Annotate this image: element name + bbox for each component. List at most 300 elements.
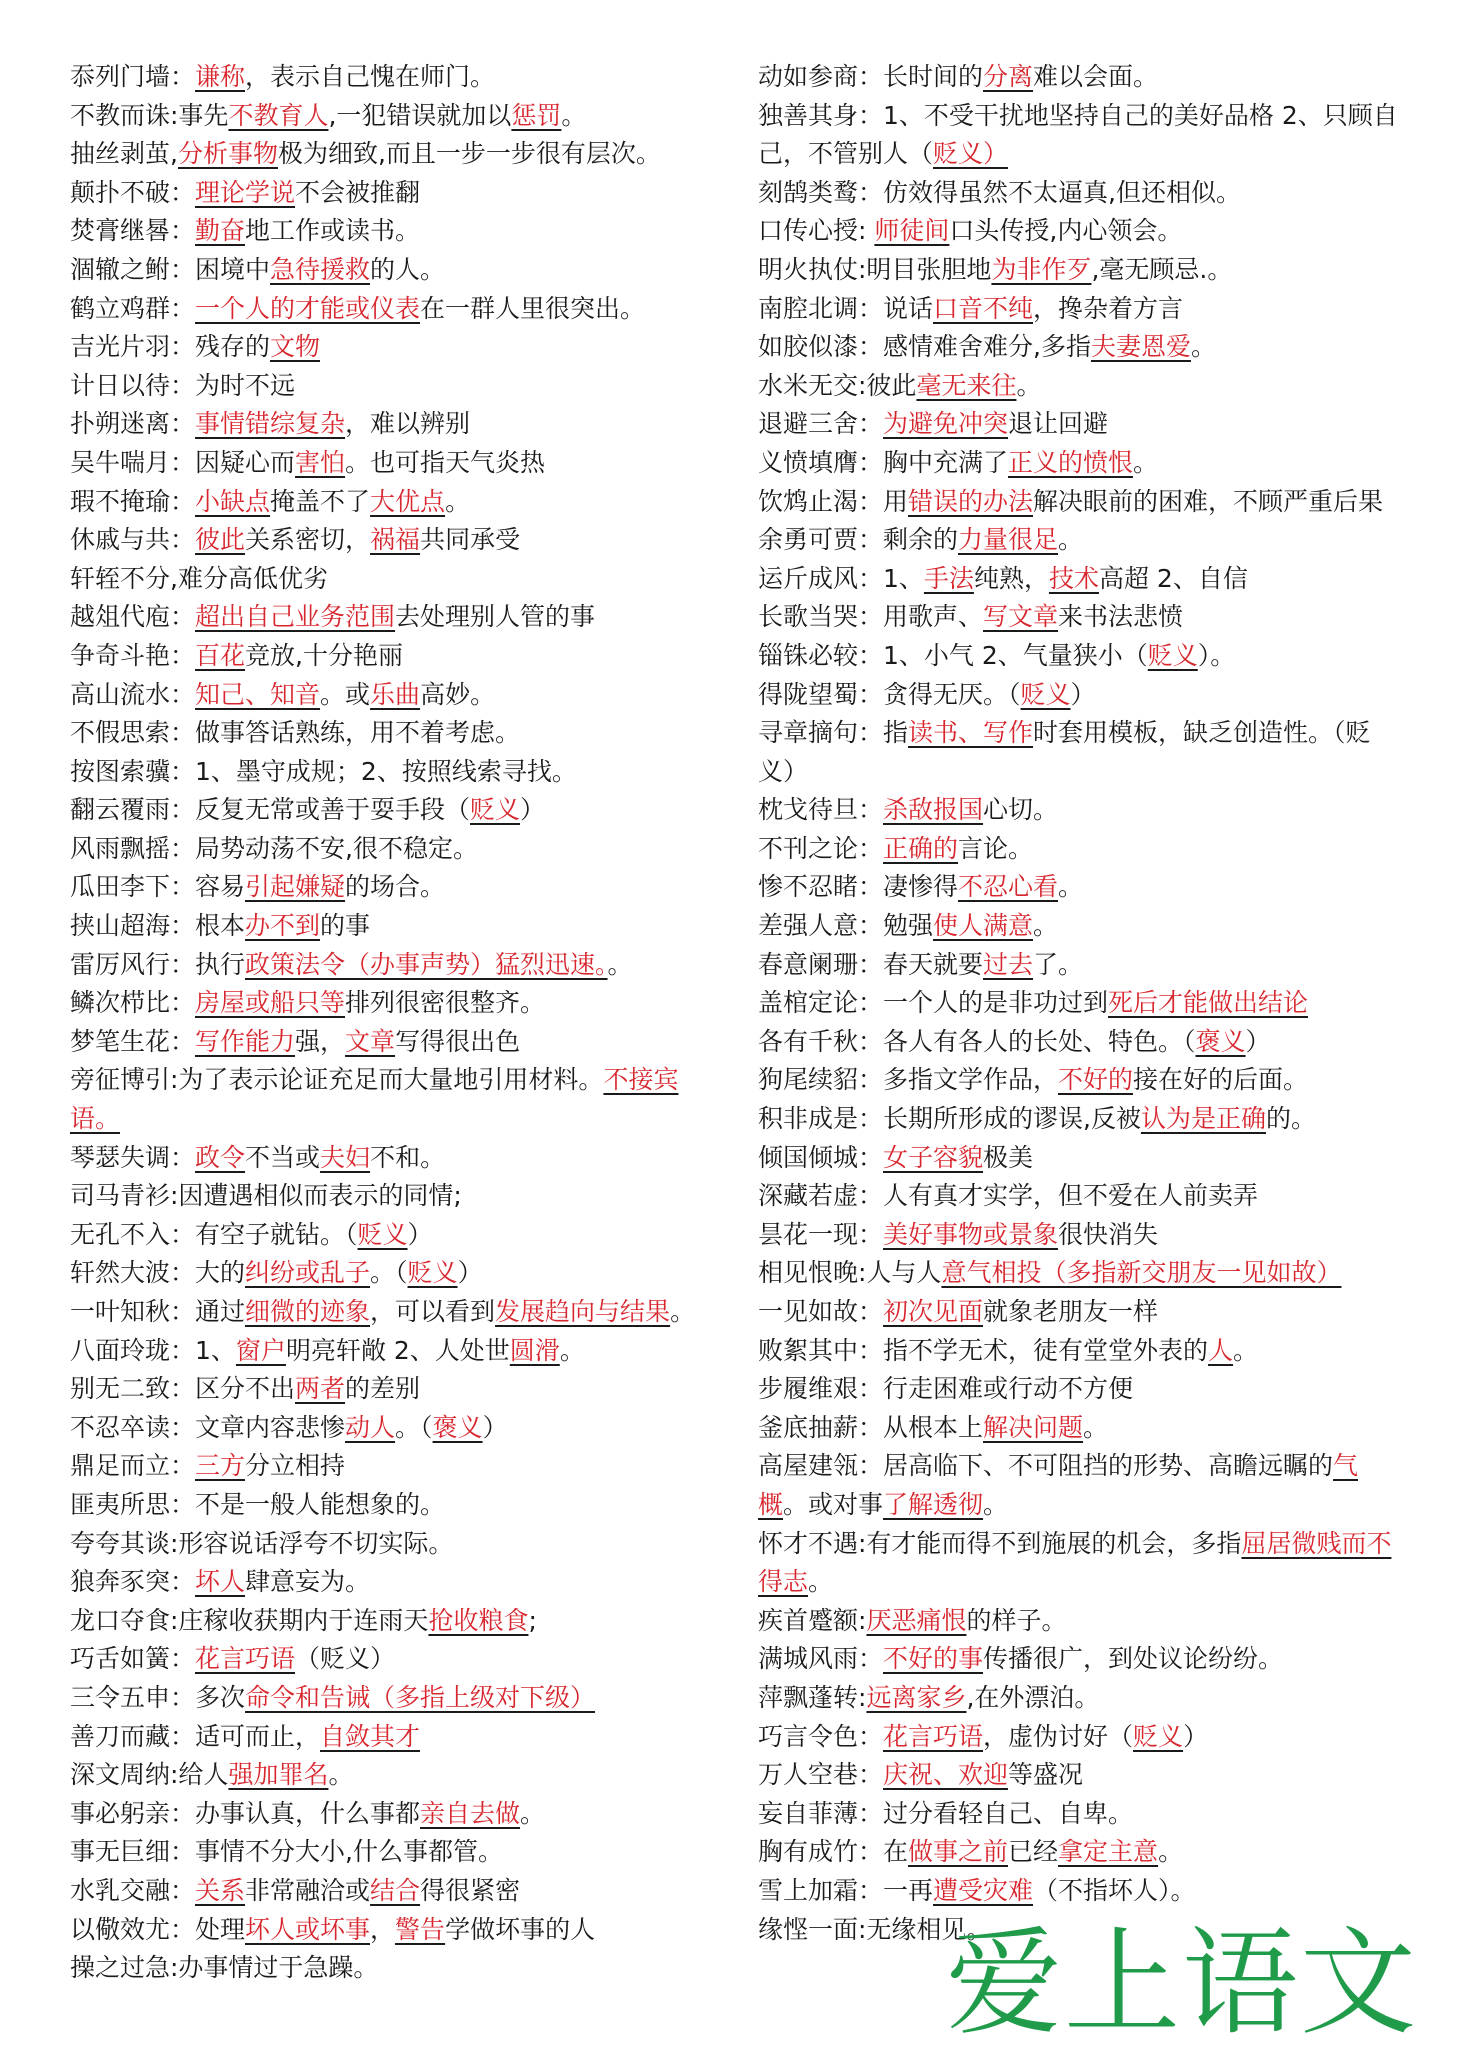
highlighted-keyword: 抢收粮食 (428, 1605, 529, 1635)
idiom-entry (758, 212, 1398, 251)
highlighted-keyword: 远离家乡 (866, 1682, 967, 1712)
entry-text: 倾国倾城： (758, 1142, 884, 1172)
idiom-entry (70, 868, 720, 907)
entry-text: ，虚伪讨好（ (983, 1721, 1134, 1751)
entry-text: 刻鹄类鹜：仿效得虽然不太逼真,但还相似。 (758, 177, 1241, 207)
right-column (758, 58, 1398, 1949)
entry-text: 心切。 (983, 795, 1059, 825)
idiom-entry (70, 1640, 720, 1679)
entry-text: 昙花一现： (758, 1219, 884, 1249)
idiom-entry (70, 58, 720, 97)
highlighted-keyword: 分析事物 (177, 139, 278, 169)
highlighted-keyword: 知己、知音 (195, 679, 321, 709)
idiom-entry (758, 907, 1398, 946)
entry-text: ） (482, 1412, 508, 1442)
highlighted-keyword: 不教育人 (228, 100, 329, 130)
entry-text: 。 (1083, 1412, 1109, 1442)
entry-text: 轩轾不分,难分高低优劣 (70, 563, 328, 593)
highlighted-keyword: 美好事物或景象 (883, 1219, 1059, 1249)
entry-text: 一见如故： (758, 1297, 884, 1326)
highlighted-keyword: 了解透彻 (883, 1489, 984, 1519)
highlighted-keyword: 百花 (195, 640, 246, 670)
highlighted-keyword: 技术 (1048, 563, 1099, 593)
entry-text: 。 (1233, 1335, 1259, 1365)
entry-text: 各有千秋：各人有各人的长处、特色。（ (758, 1026, 1196, 1056)
idiom-entry (70, 174, 720, 213)
highlighted-keyword: 正义的愤恨 (1008, 447, 1134, 477)
idiom-entry (70, 676, 720, 715)
idiom-entry (70, 1679, 720, 1718)
entry-text: 不当或 (245, 1142, 321, 1172)
idiom-entry (758, 560, 1398, 599)
idiom-entry (758, 521, 1398, 560)
entry-text: 惨不忍睹：凄惨得 (758, 872, 959, 902)
highlighted-keyword: 杀敌报国 (883, 795, 984, 825)
entry-text: 。或对事 (783, 1489, 884, 1519)
highlighted-keyword: 贬义 (1147, 640, 1198, 670)
entry-text: 扑朔迷离： (70, 409, 196, 439)
entry-text: ,一犯错误就加以 (328, 100, 512, 130)
entry-text: 饮鸩止渴：用 (758, 486, 909, 516)
highlighted-keyword: 褒义 (432, 1412, 483, 1442)
entry-text: 南腔北调：说话 (758, 293, 934, 323)
entry-text: 梦笔生花： (70, 1026, 196, 1056)
idiom-entry (758, 1872, 1398, 1911)
entry-text: 鳞次栉比： (70, 988, 196, 1018)
idiom-entry (758, 405, 1398, 444)
idiom-entry (70, 367, 720, 406)
entry-text: 不忍卒读：文章内容悲惨 (70, 1412, 346, 1442)
idiom-entry (70, 753, 720, 792)
idiom-entry (758, 1795, 1398, 1834)
entry-text: 。 (1016, 370, 1042, 400)
highlighted-keyword: 为非作歹 (991, 254, 1092, 284)
idiom-entry (758, 1718, 1398, 1757)
entry-text: 。 (520, 1798, 546, 1828)
idiom-entry (70, 984, 720, 1023)
highlighted-keyword: 屈居微贱而不得志 (758, 1528, 1392, 1597)
entry-text: 退让回避 (1008, 409, 1109, 439)
highlighted-keyword: 祸福 (370, 525, 421, 555)
entry-text: 接在好的后面。 (1133, 1065, 1309, 1095)
entry-text: 。或 (320, 679, 371, 709)
idiom-entry (758, 1216, 1398, 1255)
entry-text: 极为细致,而且一步一步很有层次。 (277, 139, 661, 169)
entry-text: 轩然大波：大的 (70, 1258, 246, 1288)
idiom-entry (70, 135, 720, 174)
entry-text: 别无二致：区分不出 (70, 1374, 296, 1404)
entry-text: 不和。 (370, 1142, 446, 1172)
idiom-entry (758, 1370, 1398, 1409)
idiom-entry (70, 97, 720, 136)
idiom-entry (70, 1525, 720, 1564)
entry-text: 焚膏继晷： (70, 216, 196, 246)
highlighted-keyword: 彼此 (195, 525, 246, 555)
entry-text: ） (457, 1258, 483, 1288)
entry-text: 的事 (320, 911, 371, 941)
idiom-entry (758, 598, 1398, 637)
idiom-entry (758, 1602, 1398, 1641)
idiom-entry (758, 58, 1398, 97)
highlighted-keyword: 文物 (270, 332, 321, 362)
entry-text: 锱铢必较：1、小气 2、气量狭小（ (758, 640, 1148, 670)
entry-text: 难以会面。 (1033, 62, 1159, 91)
entry-text: 。也可指天气炎热 (345, 447, 546, 477)
idiom-entry (70, 1293, 720, 1332)
entry-text: 义愤填膺：胸中充满了 (758, 447, 1009, 477)
entry-text: 传播很广，到处议论纷纷。 (983, 1644, 1284, 1674)
idiom-entry (70, 405, 720, 444)
highlighted-keyword: 人 (1208, 1335, 1234, 1365)
highlighted-keyword: 警告 (395, 1914, 446, 1944)
entry-text: 事必躬亲：办事认真，什么事都 (70, 1798, 421, 1828)
entry-text: 不假思索：做事答话熟练，用不着考虑。 (70, 718, 521, 748)
entry-text: 越俎代庖： (70, 602, 196, 632)
entry-text: 抽丝剥茧, (70, 139, 178, 169)
entry-text: 的场合。 (345, 872, 446, 902)
entry-text: 步履维艰：行走困难或行动不方便 (758, 1374, 1134, 1404)
entry-text: 。 (607, 949, 633, 979)
entry-text: 胸有成竹：在 (758, 1837, 909, 1867)
highlighted-keyword: 政令 (195, 1142, 246, 1172)
entry-text: 无孔不入：有空子就钻。（ (70, 1219, 358, 1249)
entry-text: 春意阑珊：春天就要 (758, 949, 984, 979)
entry-text: 。（ (395, 1412, 433, 1442)
idiom-entry (758, 1254, 1398, 1293)
entry-text: 萍飘蓬转: (758, 1682, 867, 1712)
idiom-entry (70, 1447, 720, 1486)
highlighted-keyword: 细微的迹象 (245, 1297, 371, 1326)
highlighted-keyword: 褒义 (1195, 1026, 1246, 1056)
highlighted-keyword: 贬义） (933, 139, 1009, 169)
idiom-entry (70, 1139, 720, 1178)
idiom-entry (70, 1718, 720, 1757)
highlighted-keyword: 自敛其才 (320, 1721, 421, 1751)
entry-text: 匪夷所思：不是一般人能想象的。 (70, 1489, 446, 1519)
entry-text: 鼎足而立： (70, 1451, 196, 1481)
idiom-entry (758, 367, 1398, 406)
entry-text: 涸辙之鲋：困境中 (70, 254, 271, 284)
idiom-entry (70, 1332, 720, 1371)
highlighted-keyword: 勤奋 (195, 216, 246, 246)
idiom-entry (758, 290, 1398, 329)
entry-text: （不指坏人）。 (1033, 1875, 1196, 1905)
highlighted-keyword: 大优点 (370, 486, 446, 516)
entry-text: 等盛况 (1008, 1760, 1084, 1790)
highlighted-keyword: 拿定主意 (1058, 1837, 1159, 1867)
idiom-entry (758, 1177, 1398, 1216)
entry-text: 三令五申：多次 (70, 1682, 246, 1712)
entry-text: 吉光片羽：残存的 (70, 332, 271, 362)
highlighted-keyword: 窗户 (235, 1335, 286, 1365)
idiom-entry (758, 1679, 1398, 1718)
entry-text: 就象老朋友一样 (983, 1297, 1159, 1326)
idiom-entry (70, 637, 720, 676)
entry-text: 事无巨细：事情不分大小,什么事都管。 (70, 1837, 503, 1867)
entry-text: ，搀杂着方言 (1033, 293, 1184, 323)
entry-text: 。 (1058, 872, 1084, 902)
idiom-entry (758, 791, 1398, 830)
entry-text: 口传心授: (758, 216, 875, 246)
highlighted-keyword: 为避免冲突 (883, 409, 1009, 439)
entry-text: 长歌当哭：用歌声、 (758, 602, 984, 632)
entry-text: 休戚与共： (70, 525, 196, 555)
entry-text: 。 (1133, 447, 1159, 477)
highlighted-keyword: 做事之前 (908, 1837, 1009, 1867)
idiom-entry (70, 251, 720, 290)
highlighted-keyword: 写作能力 (195, 1026, 296, 1056)
entry-text: 龙口夺食:庄稼收获期内于连雨天 (70, 1605, 429, 1635)
entry-text: 不会被推翻 (295, 177, 421, 207)
idiom-entry (70, 598, 720, 637)
highlighted-keyword: 贬义 (357, 1219, 408, 1249)
idiom-entry (70, 1602, 720, 1641)
highlighted-keyword: 引起嫌疑 (245, 872, 346, 902)
highlighted-keyword: 惩罚 (511, 100, 562, 130)
highlighted-keyword: 手法 (923, 563, 974, 593)
idiom-entry (758, 1293, 1398, 1332)
idiom-entry (758, 1100, 1398, 1139)
idiom-entry (70, 1254, 720, 1293)
entry-text: 釜底抽薪：从根本上 (758, 1412, 984, 1442)
idiom-entry (70, 290, 720, 329)
highlighted-keyword: 亲自去做 (420, 1798, 521, 1828)
entry-text: 深文周纳:给人 (70, 1760, 229, 1790)
highlighted-keyword: 夫妻恩爱 (1090, 332, 1191, 362)
idiom-entry (758, 868, 1398, 907)
idiom-entry (70, 1833, 720, 1872)
idiom-entry (70, 1177, 720, 1216)
entry-text: 高山流水： (70, 679, 196, 709)
idiom-entry (758, 946, 1398, 985)
entry-text: 高妙。 (420, 679, 496, 709)
highlighted-keyword: 急待援救 (270, 254, 371, 284)
idiom-entry (70, 830, 720, 869)
entry-text: 明亮轩敞 2、人处世 (285, 1335, 510, 1365)
entry-text: 强， (295, 1026, 346, 1056)
idiom-entry (70, 483, 720, 522)
highlighted-keyword: 谦称 (195, 62, 246, 91)
entry-text: 翻云覆雨：反复无常或善于耍手段（ (70, 795, 471, 825)
highlighted-keyword: 结合 (370, 1875, 421, 1905)
idiom-entry (758, 483, 1398, 522)
entry-text: 分立相持 (245, 1451, 346, 1481)
entry-text: ） (407, 1219, 433, 1249)
highlighted-keyword: 毫无来往 (916, 370, 1017, 400)
entry-text: 退避三舍： (758, 409, 884, 439)
highlighted-keyword: 办不到 (245, 911, 321, 941)
highlighted-keyword: 厌恶痛恨 (866, 1605, 967, 1635)
watermark-logo: 爱上语文 (946, 1916, 1418, 2051)
left-column (70, 58, 720, 1988)
idiom-entry (758, 1332, 1398, 1371)
idiom-entry (70, 444, 720, 483)
highlighted-keyword: 理论学说 (195, 177, 296, 207)
entry-text: 纯熟， (973, 563, 1049, 593)
highlighted-keyword: 事情错综复杂 (195, 409, 346, 439)
highlighted-keyword: 乐曲 (370, 679, 421, 709)
highlighted-keyword: 气概 (758, 1451, 1359, 1519)
entry-text: 肆意妄为。 (245, 1567, 371, 1597)
highlighted-keyword: 贬义 (1133, 1721, 1184, 1751)
idiom-entry (758, 714, 1398, 791)
highlighted-keyword: 猛烈迅速。 (495, 949, 608, 979)
idiom-entry (70, 1949, 720, 1988)
entry-text: 水乳交融： (70, 1875, 196, 1905)
idiom-entry (758, 97, 1398, 174)
highlighted-keyword: 三方 (195, 1451, 246, 1481)
idiom-entry (758, 676, 1398, 715)
entry-text: 时套用模板，缺乏创造性。（贬义） (758, 718, 1371, 786)
highlighted-keyword: 初次见面 (883, 1297, 984, 1326)
highlighted-keyword: 死后才能做出结论 (1108, 988, 1309, 1018)
idiom-entry (758, 1833, 1398, 1872)
entry-text: 。 (445, 486, 471, 516)
entry-text: 瑕不掩瑜： (70, 486, 196, 516)
idiom-entry (70, 521, 720, 560)
entry-text: 学做坏事的人 (445, 1914, 596, 1944)
entry-text: 差强人意：勉强 (758, 911, 934, 941)
highlighted-keyword: 发展趋向与结果 (495, 1297, 671, 1326)
entry-text: ） (520, 795, 546, 825)
entry-text: 夸夸其谈:形容说话浮夸不切实际。 (70, 1528, 454, 1558)
entry-text: 寻章摘句：指 (758, 718, 909, 748)
entry-text: 。（ (370, 1258, 408, 1288)
entry-text: 巧言令色： (758, 1721, 884, 1751)
entry-text: 极美 (983, 1142, 1034, 1172)
idiom-entry (70, 946, 720, 985)
entry-text: 高屋建瓴：居高临下、不可阻挡的形势、高瞻远瞩的 (758, 1451, 1334, 1481)
highlighted-keyword: 一个人的才能或仪表 (195, 293, 421, 323)
entry-text: ,在外漂泊。 (966, 1682, 1100, 1712)
highlighted-keyword: 动人 (345, 1412, 396, 1442)
entry-text: 枕戈待旦： (758, 795, 884, 825)
highlighted-keyword: 花言巧语 (883, 1721, 984, 1751)
entry-text: 口头传授,内心领会。 (949, 216, 1183, 246)
highlighted-keyword: 不接宾语。 (70, 1065, 679, 1134)
entry-text: 。 (561, 100, 587, 130)
idiom-entry (70, 1061, 720, 1138)
highlighted-keyword: 贬义 (470, 795, 521, 825)
highlighted-keyword: 命令和告诫（多指上级对下级） (245, 1682, 596, 1712)
entry-text: 得很紧密 (420, 1875, 521, 1905)
idiom-entry (758, 174, 1398, 213)
idiom-entry (70, 1409, 720, 1448)
highlighted-keyword: 不好的事 (883, 1644, 984, 1674)
highlighted-keyword: 两者 (295, 1374, 346, 1404)
idiom-entry (758, 1525, 1398, 1602)
entry-text: 满城风雨： (758, 1644, 884, 1674)
entry-text: 疾首蹙额: (758, 1605, 867, 1635)
highlighted-keyword: 意气相投（多指新交朋友一见如故） (941, 1258, 1342, 1288)
highlighted-keyword: 口音不纯 (933, 293, 1034, 323)
idiom-entry (758, 1061, 1398, 1100)
entry-text: 司马青衫:因遭遇相似而表示的同情; (70, 1181, 462, 1211)
entry-text: ） (1070, 679, 1096, 709)
entry-text: 。 (670, 1297, 696, 1326)
entry-text: 。 (1058, 525, 1084, 555)
entry-text: 缘悭一面:无缘相见。 (758, 1914, 992, 1944)
idiom-entry (70, 1563, 720, 1602)
entry-text: 八面玲珑：1、 (70, 1335, 236, 1365)
highlighted-keyword: 过去 (983, 949, 1034, 979)
highlighted-keyword: 不好的 (1058, 1065, 1134, 1095)
idiom-entry (70, 1756, 720, 1795)
highlighted-keyword: 政策法令（办事声势） (245, 949, 496, 979)
entry-text: 深藏若虚：人有真才实学，但不爱在人前卖弄 (758, 1181, 1259, 1211)
highlighted-keyword: 坏人 (195, 1567, 246, 1597)
entry-text: ） (1183, 1721, 1209, 1751)
highlighted-keyword: 遭受灾难 (933, 1875, 1034, 1905)
idiom-entry (70, 1370, 720, 1409)
highlighted-keyword: 房屋或船只等 (195, 988, 346, 1018)
entry-text: ，表示自己愧在师门。 (245, 62, 496, 91)
entry-text: 计日以待：为时不远 (70, 370, 296, 400)
highlighted-keyword: 力量很足 (958, 525, 1059, 555)
idiom-entry (70, 1911, 720, 1950)
highlighted-keyword: 夫妇 (320, 1142, 371, 1172)
highlighted-keyword: 害怕 (295, 447, 346, 477)
entry-text: 妄自菲薄：过分看轻自己、自卑。 (758, 1798, 1134, 1828)
entry-text: 巧舌如簧： (70, 1644, 196, 1674)
idiom-entry (758, 1139, 1398, 1178)
idiom-entry (70, 560, 720, 599)
entry-text: 在一群人里很突出。 (420, 293, 646, 323)
entry-text: ，难以辨别 (345, 409, 471, 439)
entry-text: 。 (1158, 1837, 1184, 1867)
highlighted-keyword: 小缺点 (195, 486, 271, 516)
entry-text: 旁征博引:为了表示论证充足而大量地引用材料。 (70, 1065, 604, 1095)
entry-text: ; (528, 1605, 537, 1635)
entry-text: 万人空巷： (758, 1760, 884, 1790)
idiom-entry (758, 984, 1398, 1023)
idiom-entry (758, 444, 1398, 483)
entry-text: 。 (1190, 332, 1216, 362)
highlighted-keyword: 强加罪名 (228, 1760, 329, 1790)
idiom-entry (758, 1447, 1398, 1524)
highlighted-keyword: 正确的 (883, 833, 959, 863)
entry-text: 吴牛喘月：因疑心而 (70, 447, 296, 477)
entry-text: 非常融洽或 (245, 1875, 371, 1905)
entry-text: 写得很出色 (395, 1026, 521, 1056)
idiom-entry (70, 1872, 720, 1911)
entry-text: 明火执仗:明目张胆地 (758, 254, 992, 284)
entry-text: 关系密切， (245, 525, 371, 555)
idiom-entry (70, 714, 720, 753)
highlighted-keyword: 贬义 (407, 1258, 458, 1288)
entry-text: 。 (559, 1335, 585, 1365)
entry-text: ，可以看到 (370, 1297, 496, 1326)
entry-text: 独善其身：1、不受干扰地坚持自己的美好品格 2、只顾自己，不管别人（ (758, 100, 1398, 169)
entry-text: 排列很密很整齐。 (345, 988, 546, 1018)
entry-text: ）。 (1197, 640, 1236, 670)
entry-text: 高超 2、自信 (1098, 563, 1248, 593)
highlighted-keyword: 纠纷或乱子 (245, 1258, 371, 1288)
entry-text: 来书法悲愤 (1058, 602, 1184, 632)
entry-text: 按图索骥：1、墨守成规；2、按照线索寻找。 (70, 756, 577, 786)
idiom-entry (758, 1640, 1398, 1679)
idiom-entry (70, 907, 720, 946)
highlighted-keyword: 贬义 (1020, 679, 1071, 709)
entry-text: 得陇望蜀：贪得无厌。（ (758, 679, 1021, 709)
entry-text: 余勇可贾：剩余的 (758, 525, 959, 555)
entry-text: 运斤成风：1、 (758, 563, 924, 593)
idiom-entry (70, 212, 720, 251)
entry-text: 怀才不遇:有才能而得不到施展的机会，多指 (758, 1528, 1242, 1558)
highlighted-keyword: 女子容貌 (883, 1142, 984, 1172)
entry-text: 水米无交:彼此 (758, 370, 917, 400)
entry-text: 狼奔豕突： (70, 1567, 196, 1597)
